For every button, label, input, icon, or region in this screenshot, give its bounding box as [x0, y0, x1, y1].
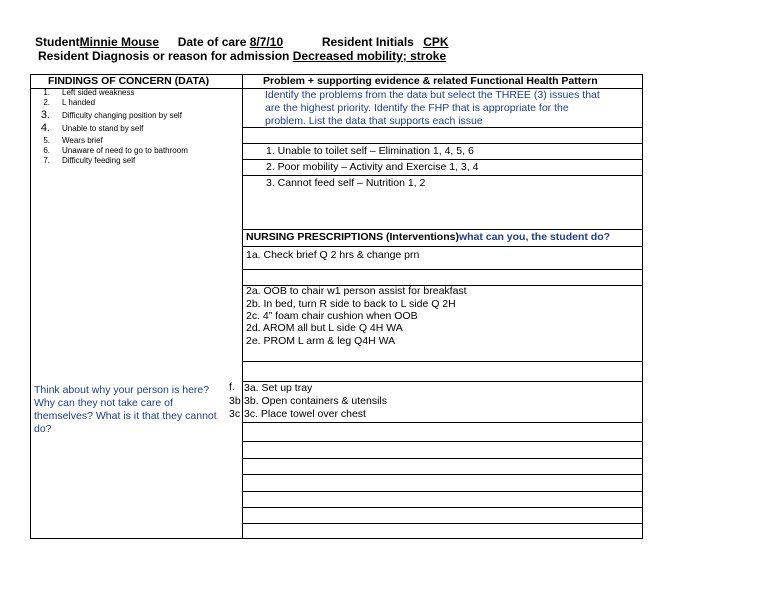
- row-line: [242, 507, 643, 508]
- finding-item: 5. Wears brief: [43, 136, 103, 145]
- finding-item: 4. Unable to stand by self: [40, 122, 144, 134]
- finding-item: 1. Left sided weakness: [43, 88, 135, 97]
- initials-label: Resident Initials: [321, 35, 414, 49]
- margin-label: 3b: [229, 395, 241, 407]
- prompt-line: Why can they not take care of: [34, 397, 173, 409]
- prescriptions-title: NURSING PRESCRIPTIONS (Interventions): [246, 231, 459, 243]
- problems-heading: Problem + supporting evidence & related Functional Health Pattern: [263, 75, 598, 87]
- intervention-item: 2e. PROM L arm & leg Q4H WA: [246, 335, 396, 347]
- row-line: [242, 458, 643, 459]
- row-line: [242, 523, 643, 524]
- problem-item: 1. Unable to toilet self – Elimination 1, 4, 5, 6: [266, 145, 474, 157]
- prescriptions-heading: [246, 231, 610, 243]
- initials-value: CPK: [423, 35, 449, 49]
- prescriptions-subtitle: what can you, the student do?: [458, 231, 611, 243]
- intervention-item: 2d. AROM all but L side Q 4H WA: [246, 322, 403, 334]
- prompt-line: do?: [34, 423, 52, 435]
- intervention-item: 2b. In bed, turn R side to back to L side Q 2H: [246, 298, 456, 310]
- diagnosis-line: [38, 49, 446, 63]
- row-line: [242, 491, 643, 492]
- intervention-item: 2a. OOB to chair w1 person assist for breakfast: [246, 285, 467, 297]
- row-line: [242, 159, 643, 160]
- student-label: Student: [35, 35, 80, 49]
- row-line: [242, 127, 643, 128]
- date-label: Date of care: [177, 35, 247, 49]
- prompt-line: themselves? What is it that they cannot: [34, 410, 217, 422]
- finding-item: 3. Difficulty changing position by self: [40, 109, 182, 121]
- student-line: [35, 35, 449, 49]
- row-line: [242, 361, 643, 362]
- student-name: Minnie Mouse: [79, 35, 160, 49]
- finding-item: 2. L handed: [43, 98, 96, 107]
- intervention-item: 3c. Place towel over chest: [244, 408, 366, 420]
- intervention-item: 3a. Set up tray: [244, 382, 313, 394]
- margin-label: f.: [229, 381, 235, 393]
- intervention-item: 1a. Check brief Q 2 hrs & change prn: [246, 249, 420, 261]
- row-line: [242, 441, 643, 442]
- date-value: 8/7/10: [249, 35, 284, 49]
- problem-item: 2. Poor mobility – Activity and Exercise 1, 3, 4: [266, 161, 479, 173]
- diagnosis-label: Resident Diagnosis or reason for admission: [38, 49, 290, 63]
- row-line: [242, 269, 643, 270]
- row-line: [242, 422, 643, 423]
- row-line: [242, 229, 643, 230]
- instruction-line: Identify the problems from the data but select the THREE (3) issues that: [265, 89, 600, 101]
- instruction-line: are the highest priority. Identify the FHP that is appropriate for the: [265, 102, 569, 114]
- margin-label: 3c: [229, 408, 241, 420]
- findings-heading: FINDINGS OF CONCERN (DATA): [48, 75, 210, 87]
- problem-item: 3. Cannot feed self – Nutrition 1, 2: [266, 177, 426, 189]
- prompt-line: Think about why your person is here?: [34, 384, 210, 396]
- row-line: [242, 474, 643, 475]
- row-line: [242, 175, 643, 176]
- finding-item: 7. Difficulty feeding self: [43, 156, 136, 165]
- intervention-item: 3b. Open containers & utensils: [244, 395, 388, 407]
- diagnosis-value: Decreased mobility; stroke: [292, 49, 447, 63]
- intervention-item: 2c. 4” foam chair cushion when OOB: [246, 310, 418, 322]
- instruction-line: problem. List the data that supports each issue: [265, 115, 483, 127]
- finding-item: 6. Unaware of need to go to bathroom: [43, 146, 188, 155]
- row-line: [242, 143, 643, 144]
- row-line: [242, 246, 643, 247]
